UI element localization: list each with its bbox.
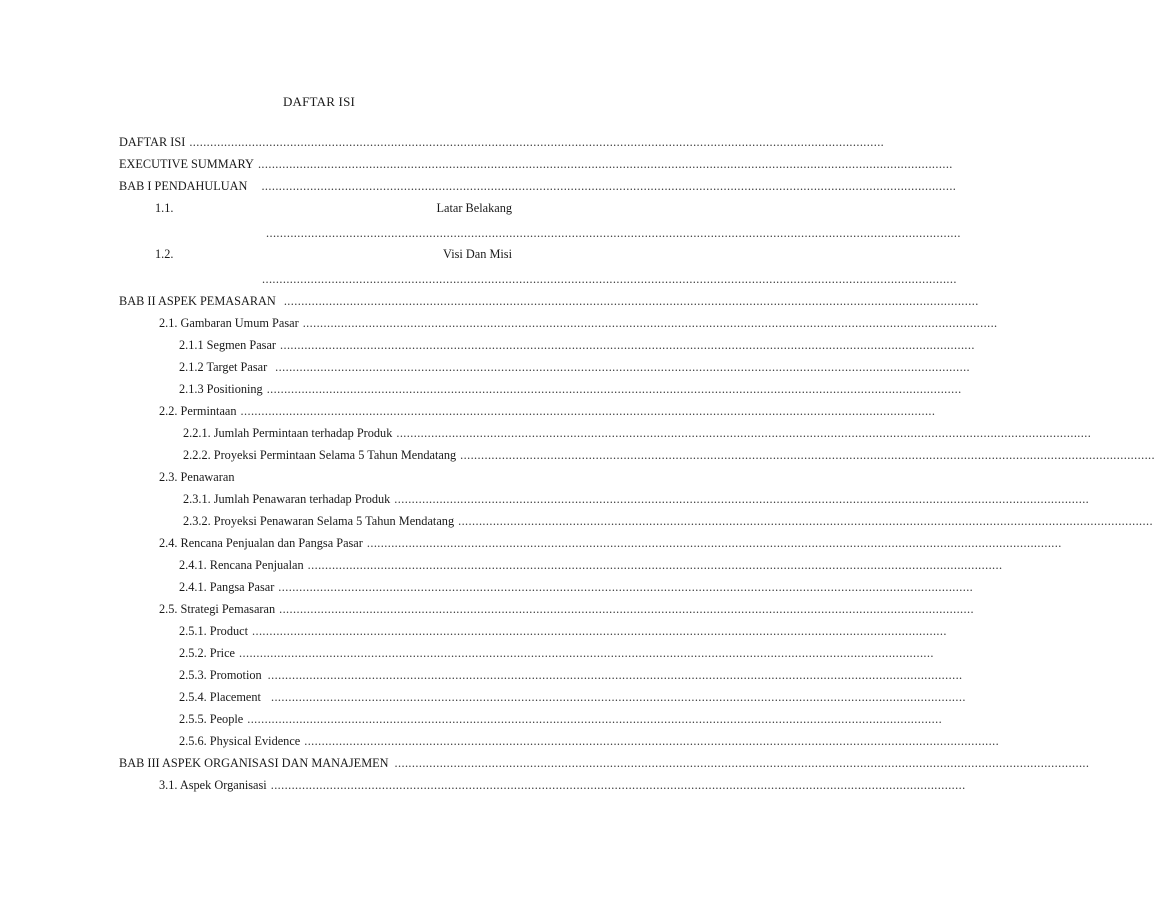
- toc-entry-title: 2.3.2. Proyeksi Penawaran Selama 5 Tahun Mendatang: [183, 514, 455, 528]
- dot-leader: ........................................................................................................................................................................................................: [247, 712, 943, 726]
- toc-entry: [262, 224, 961, 242]
- toc-entry: [159, 402, 936, 420]
- toc-entry-title: 2.2.2. Proyeksi Permintaan Selama 5 Tahun Mendatang: [183, 448, 457, 462]
- toc-entry-title: 3.1. Aspek Organisasi: [159, 778, 267, 792]
- dot-leader: ........................................................................................................................................................................................................: [257, 157, 953, 171]
- toc-entry-title: 2.2. Permintaan: [159, 404, 237, 418]
- dot-leader: ........................................................................................................................................................................................................: [366, 536, 1062, 550]
- toc-entry-title: 2.3. Penawaran: [159, 470, 235, 484]
- dot-leader: ........................................................................................................................................................................................................: [267, 668, 963, 682]
- toc-entry-number: 1.2.: [155, 247, 174, 261]
- toc-entry: [119, 133, 885, 151]
- toc-entry-title: EXECUTIVE SUMMARY: [119, 157, 254, 171]
- toc-entry: [159, 534, 1062, 552]
- toc-entry-title: 2.5.2. Price: [179, 646, 236, 660]
- toc-entry: [119, 754, 1090, 772]
- toc-entry: [155, 245, 512, 263]
- toc-entry-title: 2.3.1. Jumlah Penawaran terhadap Produk: [183, 492, 391, 506]
- dot-leader: ........................................................................................................................................................................................................: [266, 382, 962, 396]
- toc-entry: [179, 578, 974, 596]
- toc-entry: [183, 446, 1155, 464]
- toc-entry-title: 2.5. Strategi Pemasaran: [159, 602, 276, 616]
- toc-entry-title: 2.5.1. Product: [179, 624, 248, 638]
- toc-entry: [179, 688, 966, 706]
- toc-entry-title: 2.1.3 Positioning: [179, 382, 263, 396]
- dot-leader: ........................................................................................................................................................................................................: [189, 135, 885, 149]
- toc-entry-title: BAB II ASPEK PEMASARAN: [119, 294, 276, 308]
- dot-leader: ........................................................................................................................................................................................................: [262, 272, 957, 286]
- toc-entry: [179, 732, 1000, 750]
- dot-leader: ........................................................................................................................................................................................................: [394, 756, 1090, 770]
- toc-entry: [155, 199, 512, 217]
- toc-entry-title: Visi Dan Misi: [443, 247, 512, 261]
- toc-entry: [159, 314, 998, 332]
- dot-leader: ........................................................................................................................................................................................................: [278, 580, 974, 594]
- toc-entry: [179, 358, 971, 376]
- toc-entry-title: 2.5.4. Placement: [179, 690, 261, 704]
- toc-entry-title: 2.1.2 Target Pasar: [179, 360, 268, 374]
- toc-entry: [258, 270, 957, 288]
- dot-leader: ........................................................................................................................................................................................................: [252, 624, 947, 638]
- dot-leader: ........................................................................................................................................................................................................: [307, 558, 1003, 572]
- toc-entry: [179, 710, 943, 728]
- toc-entry-number: 1.1.: [155, 201, 174, 215]
- toc-entry: [159, 600, 974, 618]
- toc-entry-title: BAB I PENDAHULUAN: [119, 179, 248, 193]
- toc-entry-title: 2.2.1. Jumlah Permintaan terhadap Produk: [183, 426, 393, 440]
- dot-leader: ........................................................................................................................................................................................................: [270, 778, 966, 792]
- toc-entry-title: DAFTAR ISI: [119, 135, 186, 149]
- toc-entry-title: 2.4. Rencana Penjualan dan Pangsa Pasar: [159, 536, 363, 550]
- toc-entry-title: 2.5.3. Promotion: [179, 668, 262, 682]
- dot-leader: ........................................................................................................................................................................................................: [261, 179, 957, 193]
- dot-leader: ........................................................................................................................................................................................................: [302, 316, 998, 330]
- toc-entry: [183, 490, 1090, 508]
- dot-leader: ........................................................................................................................................................................................................: [280, 338, 975, 352]
- dot-leader: ........................................................................................................................................................................................................: [458, 514, 1153, 528]
- toc-entry: [179, 644, 934, 662]
- toc-entry-title: 2.1. Gambaran Umum Pasar: [159, 316, 299, 330]
- toc-entry: [159, 776, 966, 794]
- toc-entry-title: 2.5.6. Physical Evidence: [179, 734, 301, 748]
- toc-entry-title: Latar Belakang: [436, 201, 512, 215]
- toc-entry: [179, 380, 962, 398]
- toc-entry: [179, 666, 963, 684]
- toc-entry: [119, 292, 979, 310]
- toc-entry-title: BAB III ASPEK ORGANISASI DAN MANAJEMEN: [119, 756, 389, 770]
- page-title: DAFTAR ISI: [282, 94, 356, 109]
- dot-leader: ........................................................................................................................................................................................................: [240, 404, 936, 418]
- dot-leader: ........................................................................................................................................................................................................: [460, 448, 1155, 462]
- toc-entry-title: 2.1.1 Segmen Pasar: [179, 338, 276, 352]
- dot-leader: ........................................................................................................................................................................................................: [270, 690, 966, 704]
- toc-entry: [183, 512, 1153, 530]
- toc-entry: [179, 336, 975, 354]
- toc-entry-title: 2.4.1. Pangsa Pasar: [179, 580, 275, 594]
- toc-entry: [119, 155, 953, 173]
- toc-entry: [183, 424, 1092, 442]
- dot-leader: ........................................................................................................................................................................................................: [396, 426, 1092, 440]
- dot-leader: ........................................................................................................................................................................................................: [275, 360, 971, 374]
- toc-entry: [159, 468, 459, 486]
- dot-leader: ........................................................................................................................................................................................................: [266, 226, 961, 240]
- toc-entry-title: 2.4.1. Rencana Penjualan: [179, 558, 304, 572]
- toc-entry-title: 2.5.5. People: [179, 712, 244, 726]
- dot-leader: ........................................................................................................................................................................................................: [283, 294, 979, 308]
- dot-leader: ........................................................................................................................................................................................................: [304, 734, 1000, 748]
- dot-leader: ........................................................................................................................................................................................................: [394, 492, 1090, 506]
- dot-leader: ........................................................................................................................................................................................................: [279, 602, 974, 616]
- dot-leader: ........................................................................................................................................................................................................: [239, 646, 934, 660]
- toc-entry: [179, 556, 1003, 574]
- toc-entry: [179, 622, 947, 640]
- toc-entry: [119, 177, 957, 195]
